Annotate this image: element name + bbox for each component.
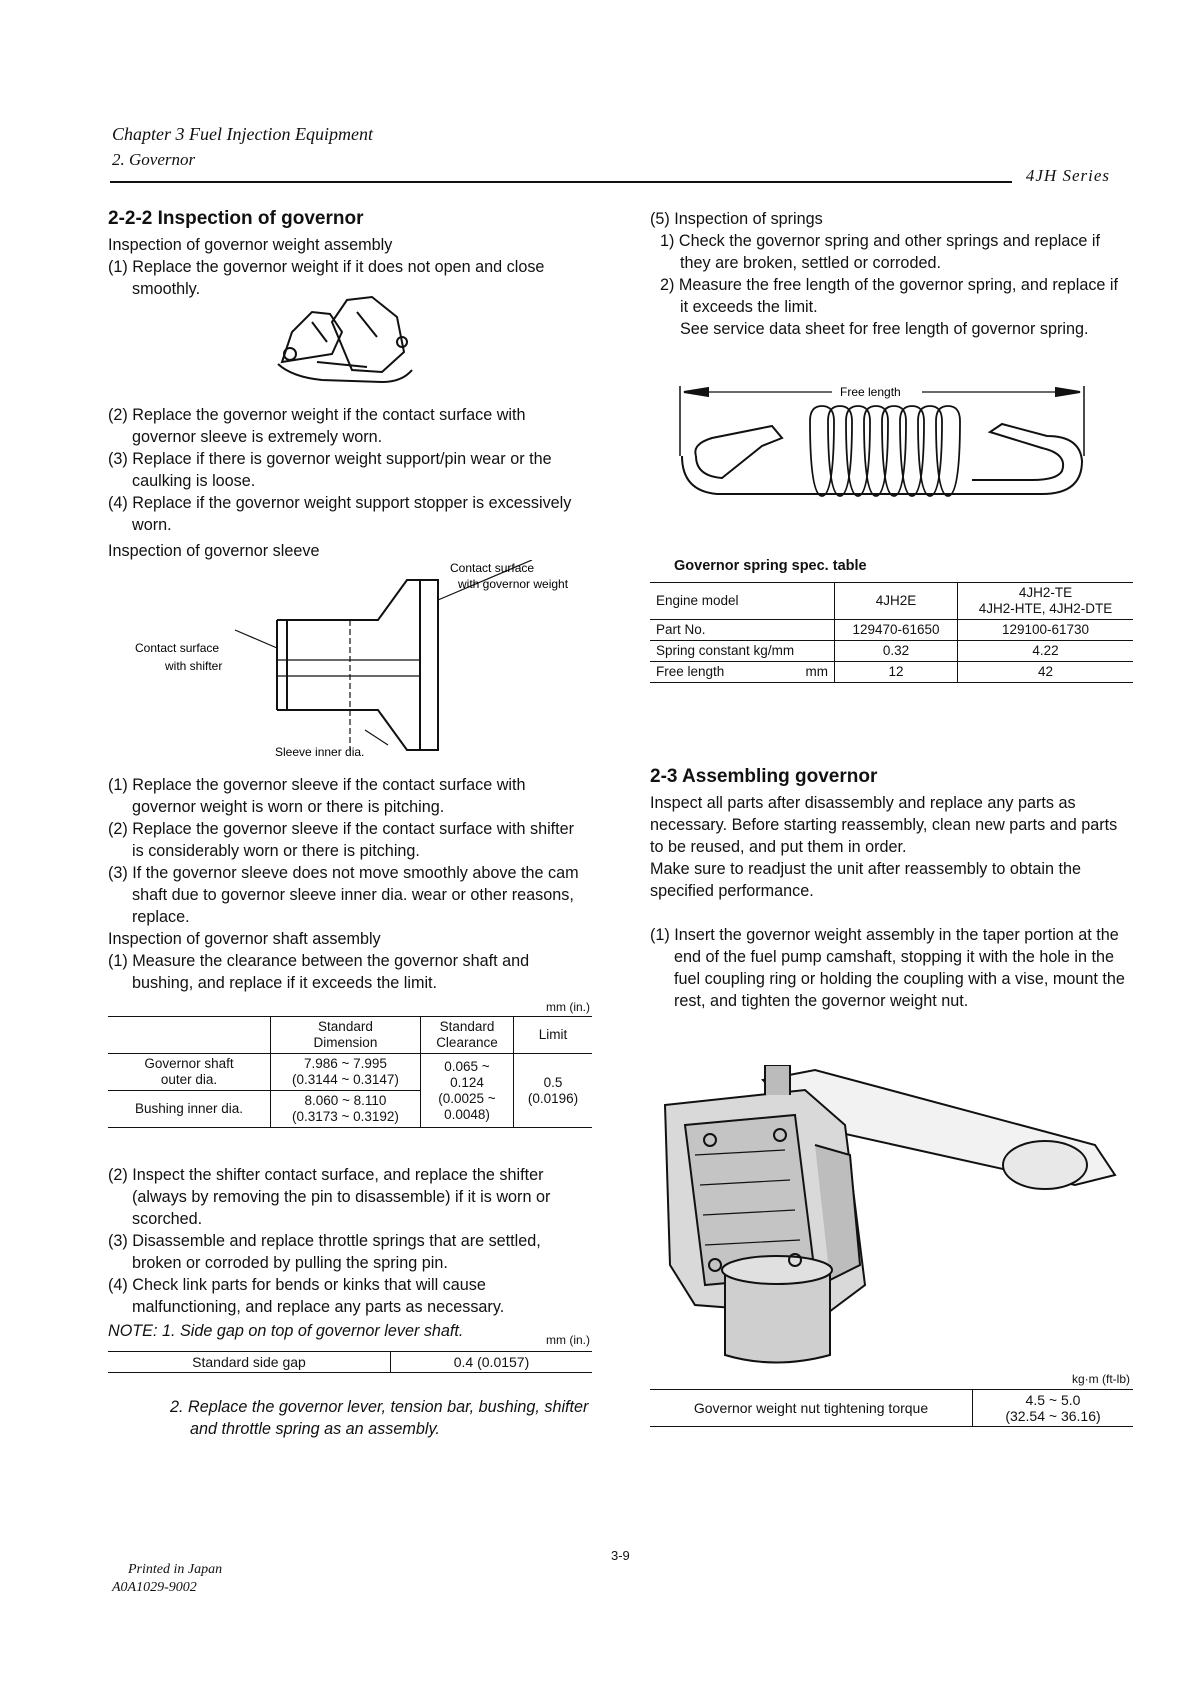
spec-h-c2-1: 4JH2-TE (1018, 585, 1073, 600)
assembly-paragraph-2: Make sure to readjust the unit after reassembly to obtain the specified performance. (650, 860, 1082, 900)
table1-row-shaft (108, 1054, 592, 1091)
spec-row-constant (650, 641, 1133, 662)
note-1: NOTE: 1. Side gap on top of governor lever shaft. (108, 1322, 464, 1340)
weight-item-1: (1) Replace the governor weight if it does not open and close smoothly. (108, 258, 545, 298)
spring-spec-table (650, 582, 1133, 683)
spec-part-1: 129470-61650 (835, 620, 958, 641)
h-dim-1: Standard (318, 1019, 373, 1034)
spec-h-model: Engine model (656, 593, 739, 608)
header-rule (110, 181, 1012, 183)
document-code: A0A1029-9002 (112, 1580, 197, 1595)
r1-name-1: Governor shaft (144, 1056, 234, 1071)
spec-header-row (650, 583, 1133, 620)
section-title: 2. Governor (112, 150, 196, 169)
torque-value-2: (32.54 ~ 36.16) (1005, 1408, 1101, 1424)
spec-free-1: 12 (835, 662, 958, 683)
table1-unit: mm (in.) (546, 1000, 590, 1014)
spec-r-free: Free length (656, 664, 725, 679)
torque-row (650, 1390, 1133, 1427)
weight-item-4: (4) Replace if the governor weight support stopper is excessively worn. (108, 494, 572, 534)
table1-header-row (108, 1017, 592, 1054)
spec-r-const: Spring constant kg/mm (656, 643, 795, 658)
right-column-springs (650, 208, 1130, 340)
r2-dim-1: 8.060 ~ 8.110 (304, 1093, 387, 1108)
sleeve-title: Inspection of governor sleeve (108, 542, 320, 560)
side-gap-table (108, 1351, 592, 1373)
label-contact-weight-2: with governor weight (458, 577, 569, 591)
clr-3: (0.0025 ~ (438, 1090, 496, 1106)
governor-sleeve-drawing (120, 560, 610, 760)
spec-r-part: Part No. (656, 622, 706, 637)
printed-in: Printed in Japan (128, 1562, 223, 1577)
spec-row-part (650, 620, 1133, 641)
spec-const-2: 4.22 (958, 641, 1134, 662)
r2-dim-2: (0.3173 ~ 0.3192) (291, 1109, 399, 1124)
left-column-sleeve-items (108, 774, 590, 994)
section-heading: 2-2-2 Inspection of governor (108, 208, 364, 229)
clr-4: 0.0048) (444, 1106, 490, 1122)
side-gap-row (108, 1352, 592, 1373)
spring-item-2: 2) Measure the free length of the governor spring, and replace if it exceeds the limit. (660, 276, 1119, 316)
weight-title: Inspection of governor weight assembly (108, 236, 393, 254)
label-contact-weight-1: Contact surface (450, 561, 535, 575)
limit-2: (0.0196) (527, 1090, 579, 1106)
spec-free-2: 42 (958, 662, 1134, 683)
note-2: 2. Replace the governor lever, tension bar, bushing, shifter and throttle spring as an assembly. (170, 1398, 589, 1438)
spring-item-1: 1) Check the governor spring and other springs and replace if they are broken, settled or corroded. (660, 232, 1101, 272)
torque-value-1: 4.5 ~ 5.0 (1025, 1392, 1081, 1408)
limit-1: 0.5 (543, 1074, 563, 1090)
shaft-item-2: (2) Inspect the shifter contact surface, and replace the shifter (always by removing the pin to disassemble) if it is worn or scorched. (108, 1166, 551, 1228)
table2-unit: mm (in.) (546, 1333, 590, 1347)
assembly-heading: 2-3 Assembling governor (650, 766, 878, 787)
h-clr-2: Clearance (436, 1035, 498, 1050)
spec-h-c1: 4JH2E (835, 583, 958, 620)
label-contact-shifter-1: Contact surface (135, 641, 220, 655)
r1-dim-2: (0.3144 ~ 0.3147) (291, 1072, 399, 1087)
weight-item-3: (3) Replace if there is governor weight support/pin wear or the caulking is loose. (108, 450, 552, 490)
left-column-shaft-items (108, 1164, 590, 1318)
spec-row-free (650, 662, 1133, 683)
clr-1: 0.065 ~ (444, 1058, 490, 1074)
sleeve-item-2: (2) Replace the governor sleeve if the contact surface with shifter is considerably worn or there is pitching. (108, 820, 575, 860)
clr-2: 0.124 (450, 1074, 484, 1090)
free-length-label: Free length (840, 385, 901, 399)
assembly-item-1: (1) Insert the governor weight assembly in the taper portion at the end of the fuel pump camshaft, stopping it with the hole in the fuel coupling ring or holding the coupling with a vise, mount the rest, and tighten the governor weight nut. (650, 926, 1125, 1010)
sleeve-item-3: (3) If the governor sleeve does not move smoothly above the cam shaft due to governor sleeve inner dia. wear or other reasons, replace. (108, 864, 579, 926)
springs-title: (5) Inspection of springs (650, 210, 823, 228)
right-column-assembly (650, 766, 1130, 1012)
spec-const-1: 0.32 (835, 641, 958, 662)
shaft-item-3: (3) Disassemble and replace throttle springs that are settled, broken or corroded by pulling the spring pin. (108, 1232, 541, 1272)
spec-part-2: 129100-61730 (958, 620, 1134, 641)
label-sleeve-inner: Sleeve inner dia. (275, 745, 365, 759)
torque-unit: kg·m (ft-lb) (1072, 1372, 1130, 1386)
spec-h-c2-2: 4JH2-HTE, 4JH2-DTE (978, 601, 1113, 616)
spec-table-title: Governor spring spec. table (674, 558, 867, 574)
left-column-top (108, 208, 590, 300)
r1-name-2: outer dia. (160, 1072, 218, 1087)
shaft-title: Inspection of governor shaft assembly (108, 930, 381, 948)
h-clr-1: Standard (439, 1019, 495, 1034)
weight-item-2: (2) Replace the governor weight if the contact surface with governor sleeve is extremely worn. (108, 406, 526, 446)
r2-name: Bushing inner dia. (134, 1101, 244, 1116)
page-number: 3-9 (611, 1548, 630, 1563)
shaft-clearance-table (108, 1016, 592, 1128)
spec-r-free-unit: mm (805, 664, 828, 679)
spring-item-2b: See service data sheet for free length of governor spring. (680, 320, 1089, 338)
assembly-paragraph-1: Inspect all parts after disassembly and replace any parts as necessary. Before starting reassembly, clean new parts and parts to be reused, and put them in order. (650, 794, 1118, 856)
torque-table (650, 1389, 1133, 1427)
left-column-weight-items (108, 404, 590, 562)
h-dim-2: Dimension (313, 1035, 378, 1050)
governor-assembly-photo (655, 1065, 1125, 1365)
h-limit: Limit (514, 1017, 592, 1054)
label-contact-shifter-2: with shifter (165, 659, 223, 673)
chapter-title: Chapter 3 Fuel Injection Equipment (112, 124, 373, 144)
torque-label: Governor weight nut tightening torque (650, 1390, 973, 1427)
spring-drawing (672, 376, 1092, 516)
shaft-item-4: (4) Check link parts for bends or kinks that will cause malfunctioning, and replace any parts as necessary. (108, 1276, 505, 1316)
r1-dim-1: 7.986 ~ 7.995 (303, 1056, 387, 1071)
shaft-item-1: (1) Measure the clearance between the governor shaft and bushing, and replace if it exceeds the limit. (108, 952, 530, 992)
governor-weight-drawing (272, 292, 422, 392)
sleeve-item-1: (1) Replace the governor sleeve if the contact surface with governor weight is worn or there is pitching. (108, 776, 526, 816)
series-label: 4JH Series (1025, 166, 1110, 185)
side-gap-value: 0.4 (0.0157) (453, 1354, 530, 1370)
side-gap-label: Standard side gap (108, 1352, 391, 1373)
